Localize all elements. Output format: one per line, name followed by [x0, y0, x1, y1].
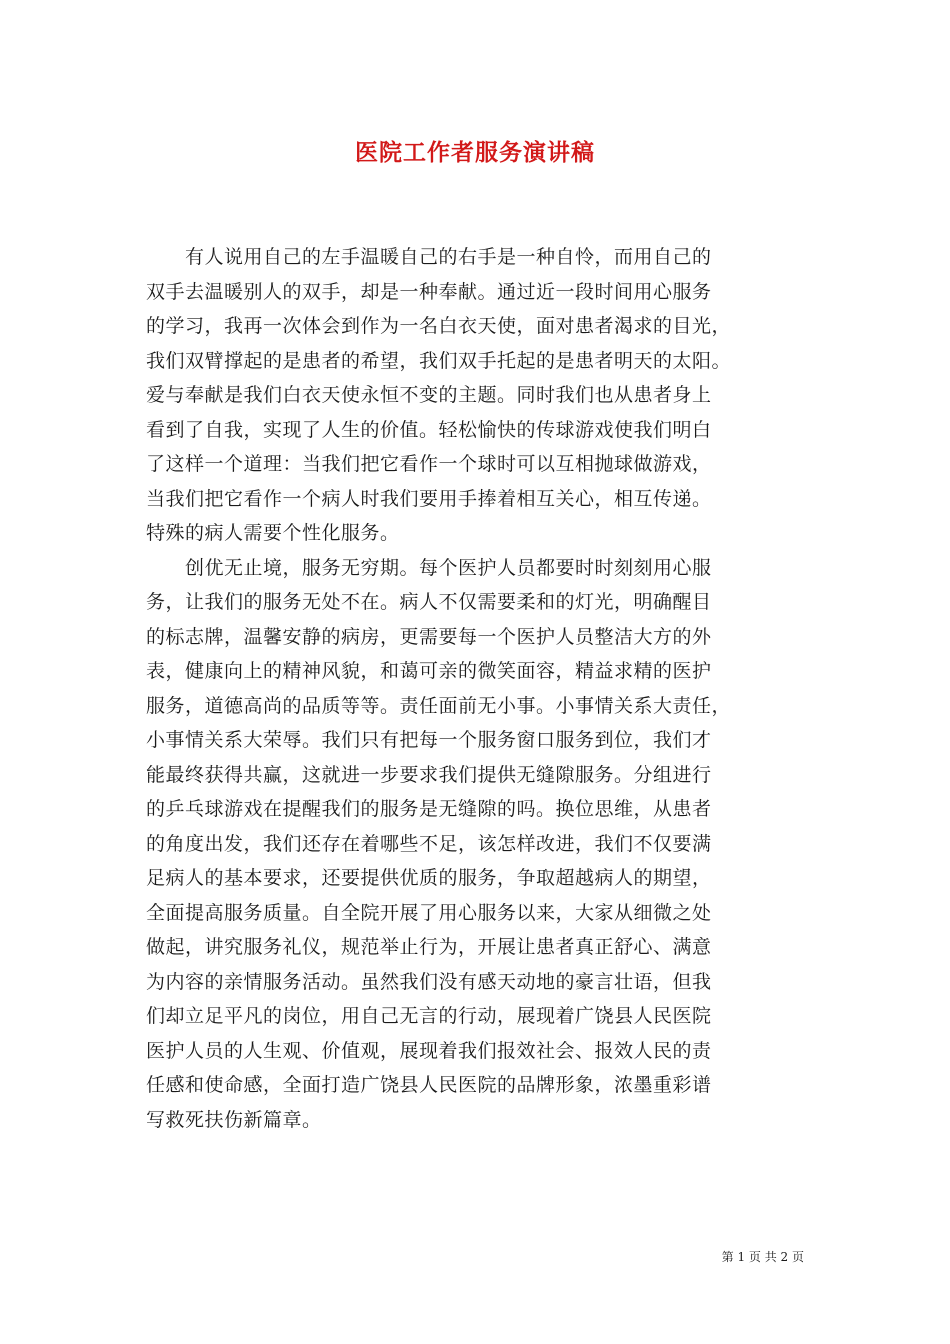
body-line: 们却立足平凡的岗位，用自己无言的行动，展现着广饶县人民医院	[146, 1005, 712, 1027]
body-line: 务，让我们的服务无处不在。病人不仅需要柔和的灯光，明确醒目	[146, 591, 712, 613]
document-title: 医院工作者服务演讲稿	[355, 139, 595, 166]
body-line: 的标志牌，温馨安静的病房，更需要每一个医护人员整洁大方的外	[146, 625, 712, 648]
body-line: 写救死扶伤新篇章。	[146, 1108, 322, 1131]
body-line: 全面提高服务质量。自全院开展了用心服务以来，大家从细微之处	[146, 901, 712, 924]
body-line: 能最终获得共赢，这就进一步要求我们提供无缝隙服务。分组进行	[146, 763, 712, 786]
body-line: 小事情关系大荣辱。我们只有把每一个服务窗口服务到位，我们才	[146, 729, 712, 751]
body-line: 的学习，我再一次体会到作为一名白衣天使，面对患者渴求的目光，	[146, 315, 732, 337]
document-body	[146, 240, 806, 1137]
body-line: 的角度出发，我们还存在着哪些不足，该怎样改进，我们不仅要满	[146, 832, 712, 855]
body-line: 足病人的基本要求，还要提供优质的服务，争取超越病人的期望，	[146, 867, 712, 889]
body-line: 医护人员的人生观、价值观，展现着我们报效社会、报效人民的责	[146, 1039, 712, 1062]
body-line: 特殊的病人需要个性化服务。	[146, 522, 400, 544]
body-line: 爱与奉献是我们白衣天使永恒不变的主题。同时我们也从患者身上	[146, 384, 712, 406]
body-line: 的乒乓球游戏在提醒我们的服务是无缝隙的吗。换位思维，从患者	[146, 798, 712, 820]
body-line: 做起，讲究服务礼仪，规范举止行为，开展让患者真正舒心、满意	[146, 936, 712, 958]
body-line: 有人说用自己的左手温暖自己的右手是一种自怜，而用自己的	[146, 246, 712, 268]
body-line: 创优无止境，服务无穷期。每个医护人员都要时时刻刻用心服	[146, 556, 712, 579]
body-line: 为内容的亲情服务活动。虽然我们没有感天动地的豪言壮语，但我	[146, 970, 712, 993]
page-number-footer: 第 1 页 共 2 页	[721, 1250, 804, 1264]
body-line: 表，健康向上的精神风貌，和蔼可亲的微笑面容，精益求精的医护	[146, 660, 712, 682]
body-line: 双手去温暖别人的双手，却是一种奉献。通过近一段时间用心服务	[146, 280, 712, 303]
body-line: 服务，道德高尚的品质等等。责任面前无小事。小事情关系大责任，	[146, 694, 732, 717]
body-line: 当我们把它看作一个病人时我们要用手捧着相互关心，相互传递。	[146, 487, 712, 510]
body-line: 看到了自我，实现了人生的价值。轻松愉快的传球游戏使我们明白	[146, 418, 712, 441]
body-line: 我们双臂撑起的是患者的希望，我们双手托起的是患者明天的太阳。	[146, 349, 732, 372]
body-line: 了这样一个道理：当我们把它看作一个球时可以互相抛球做游戏，	[146, 453, 712, 475]
body-line: 任感和使命感，全面打造广饶县人民医院的品牌形象，浓墨重彩谱	[146, 1074, 712, 1096]
